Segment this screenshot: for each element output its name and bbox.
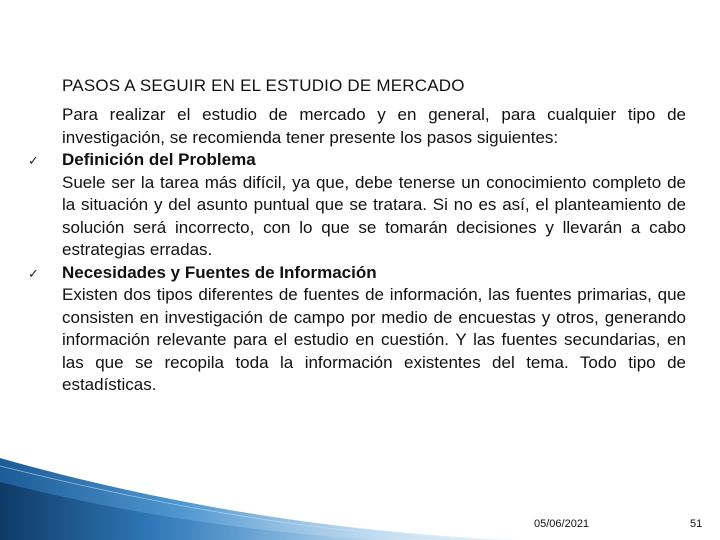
checkmark-icon: ✓ <box>28 153 39 168</box>
page-number: 51 <box>690 518 703 530</box>
slide-content <box>28 104 686 397</box>
decorative-swoosh <box>0 452 720 540</box>
slide-title: PASOS A SEGUIR EN EL ESTUDIO DE MERCADO <box>62 76 465 95</box>
checkmark-icon: ✓ <box>28 265 39 281</box>
bullet-body: Existen dos tipos diferentes de fuentes de información, las fuentes primarias, que consisten en investigación de campo por medio de encuestas y otros, generando información relevante para el estudio en cuestión. Y las fuentes secundarias, en las que se recopila toda la información existentes del tema. Todo tipo de estadísticas. <box>62 285 686 394</box>
bullet-heading: Necesidades y Fuentes de Información <box>62 262 377 282</box>
bullet-definicion <box>28 149 686 172</box>
bullet-necesidades <box>28 262 686 285</box>
intro-paragraph: Para realizar el estudio de mercado y en general, para cualquier tipo de investigación, se recomienda tener presente los pasos siguientes: <box>62 105 686 147</box>
footer-date: 05/06/2021 <box>534 518 590 530</box>
bullet-heading: Definición del Problema <box>62 150 256 169</box>
bullet-body: Suele ser la tarea más difícil, ya que, debe tenerse un conocimiento completo de la situación y del asunto puntual que se tratara. Si no es así, el planteamiento de solución será incorrecto, con lo que se tomarán decisiones y llevarán a cabo estrategias erradas. <box>62 172 686 259</box>
